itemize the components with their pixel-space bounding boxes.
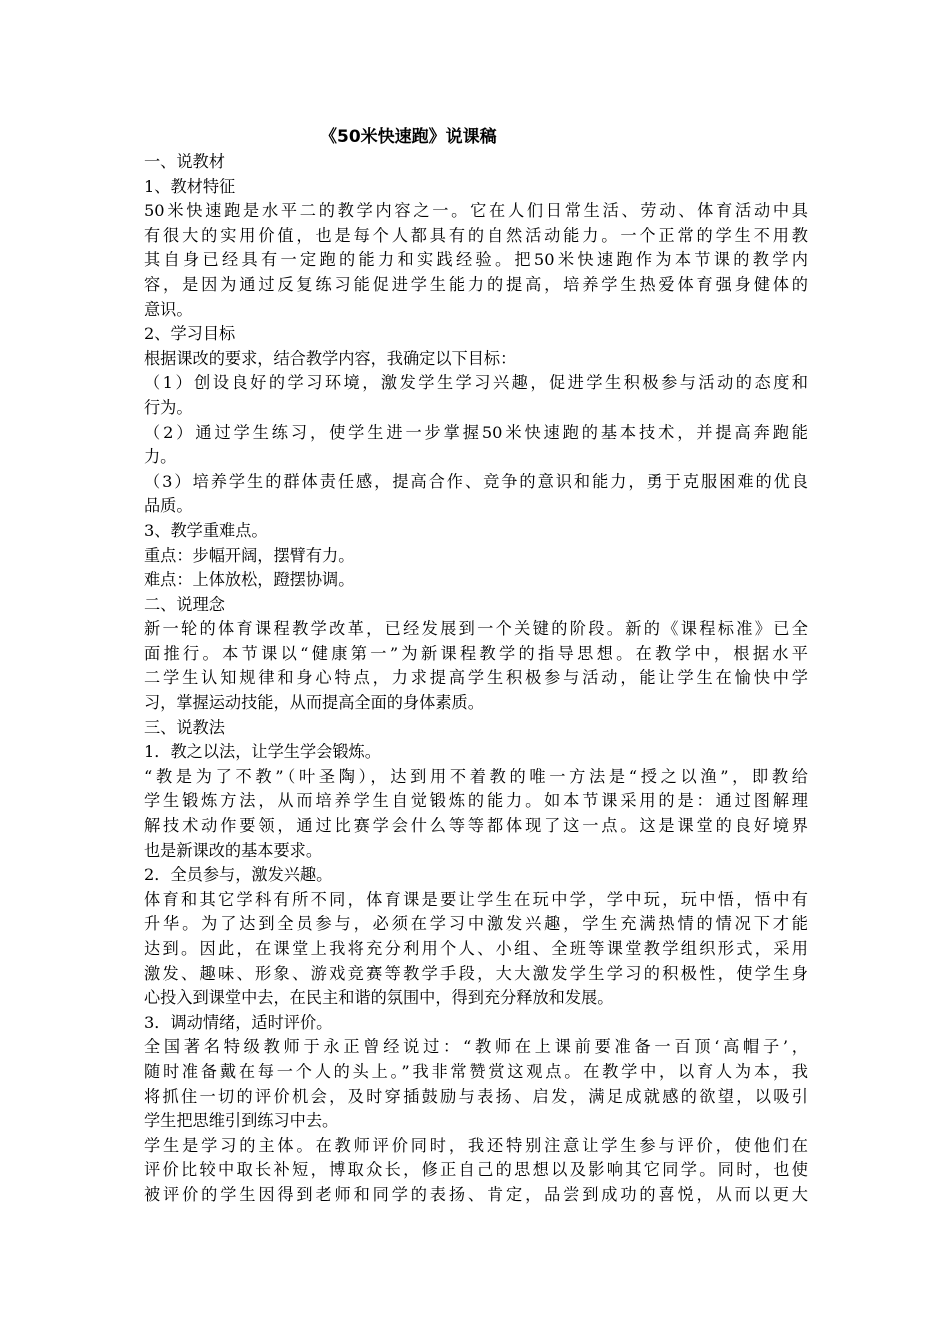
text-line: 1．教之以法，让学生学会锻炼。 (144, 742, 381, 762)
text-line: 2．全员参与，激发兴趣。 (144, 865, 333, 885)
text-line: 达到。因此，在课堂上我将充分利用个人、小组、全班等课堂教学组织形式，采用 (144, 939, 808, 958)
text-line: 体育和其它学科有所不同，体育课是要让学生在玩中学，学中玩，玩中悟，悟中有 (144, 889, 808, 909)
text-line: 3、教学重难点。 (144, 520, 268, 540)
text-line: 新一轮的体育课程教学改革，已经发展到一个关键的阶段。新的《课程标准》已全 (144, 619, 808, 639)
text-line: 1、教材特征 (144, 176, 236, 196)
text-line: 根据课改的要求，结合教学内容，我确定以下目标： (144, 348, 517, 368)
text-line: 难点：上体放松，蹬摆协调。 (144, 570, 355, 590)
text-line: 意识。 (144, 299, 193, 319)
text-line: （2）通过学生练习，使学生进一步掌握50米快速跑的基本技术，并提高奔跑能 (144, 422, 808, 442)
text-line: 容，是因为通过反复练习能促进学生能力的提高，培养学生热爱体育强身健体的 (144, 274, 808, 294)
text-line: 行为。 (144, 397, 193, 417)
text-line: 三、说教法 (144, 717, 225, 737)
text-line: 面推行。本节课以“健康第一”为新课程教学的指导思想。在教学中，根据水平 (144, 643, 808, 663)
text-line: 全国著名特级教师于永正曾经说过：“教师在上课前要准备一百顶‘高帽子’， (144, 1037, 808, 1057)
text-line: 品质。 (144, 496, 193, 516)
text-line: 也是新课改的基本要求。 (144, 840, 323, 860)
text-line: 50米快速跑是水平二的教学内容之一。它在人们日常生活、劳动、体育活动中具 (144, 201, 808, 221)
text-line: 升华。为了达到全员参与，必须在学习中激发兴趣，学生充满热情的情况下才能 (144, 914, 808, 934)
text-line: 学生锻炼方法，从而培养学生自觉锻炼的能力。如本节课采用的是：通过图解理 (144, 791, 808, 811)
text-line: 评价比较中取长补短，博取众长，修正自己的思想以及影响其它同学。同时，也使 (144, 1160, 808, 1180)
text-line: 一、说教材 (144, 152, 225, 171)
text-line: 随时准备戴在每一个人的头上。”我非常赞赏这观点。在教学中，以育人为本，我 (144, 1061, 808, 1081)
text-line: （3）培养学生的群体责任感，提高合作、竞争的意识和能力，勇于克服困难的优良 (144, 471, 808, 491)
document-title: 《50米快速跑》说课稿 (320, 127, 497, 147)
text-line: 2、学习目标 (144, 324, 236, 344)
text-line: 其自身已经具有一定跑的能力和实践经验。把50米快速跑作为本节课的教学内 (144, 250, 808, 270)
text-line: 二学生认知规律和身心特点，力求提高学生积极参与活动，能让学生在愉快中学 (144, 668, 808, 688)
text-line: 激发、趣味、形象、游戏竞赛等教学手段，大大激发学生学习的积极性，使学生身 (144, 963, 808, 983)
text-line: 习，掌握运动技能，从而提高全面的身体素质。 (144, 693, 484, 713)
text-line: 被评价的学生因得到老师和同学的表扬、肯定，品尝到成功的喜悦，从而以更大 (144, 1184, 808, 1204)
text-line: 二、说理念 (144, 594, 225, 614)
text-line: 解技术动作要领，通过比赛学会什么等等都体现了这一点。这是课堂的良好境界 (144, 816, 808, 836)
document-page (144, 124, 808, 1208)
text-line: 有很大的实用价值，也是每个人都具有的自然活动能力。一个正常的学生不用教 (144, 225, 808, 245)
text-line: 重点：步幅开阔，摆臂有力。 (144, 545, 355, 565)
document-body (144, 150, 808, 1208)
text-line: “教是为了不教”（叶圣陶），达到用不着教的唯一方法是“授之以渔”，即教给 (144, 766, 808, 786)
text-line: （1）创设良好的学习环境，激发学生学习兴趣，促进学生积极参与活动的态度和 (144, 373, 808, 393)
text-line: 学生把思维引到练习中去。 (144, 1111, 339, 1131)
text-line: 力。 (144, 447, 177, 467)
text-line: 将抓住一切的评价机会，及时穿插鼓励与表扬、启发，满足成就感的欲望，以吸引 (144, 1086, 808, 1106)
text-line: 心投入到课堂中去，在民主和谐的氛围中，得到充分释放和发展。 (144, 988, 614, 1008)
text-line: 学生是学习的主体。在教师评价同时，我还特别注意让学生参与评价，使他们在 (144, 1135, 808, 1155)
text-line: 3．调动情绪，适时评价。 (144, 1012, 333, 1032)
